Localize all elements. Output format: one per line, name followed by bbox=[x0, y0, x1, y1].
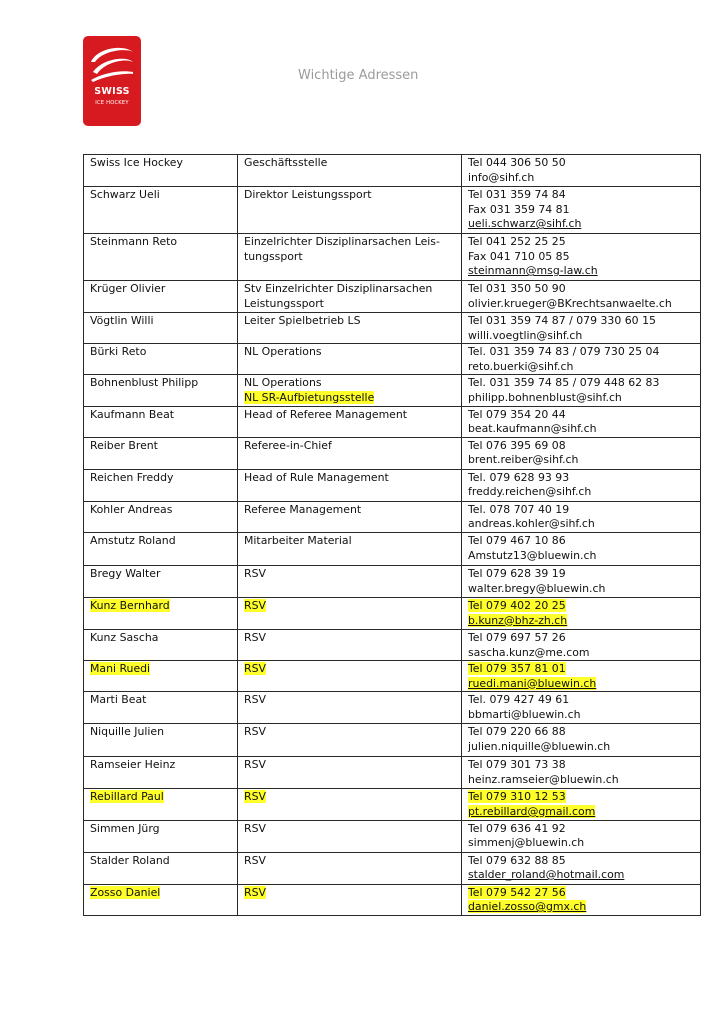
contact-cell bbox=[462, 437, 701, 469]
phone-number: Tel 079 220 66 88 bbox=[468, 725, 566, 739]
role-line: RSV bbox=[244, 598, 266, 612]
name-cell bbox=[84, 820, 238, 852]
name-cell bbox=[84, 437, 238, 469]
table-row bbox=[84, 344, 701, 375]
role-line: Stv Einzelrichter Disziplinarsachen bbox=[244, 282, 433, 295]
role-line: Geschäftsstelle bbox=[244, 156, 328, 169]
contact-name: Ramseier Heinz bbox=[90, 758, 176, 772]
contact-name: Kunz Sascha bbox=[90, 630, 159, 644]
phone-number: Tel 031 359 74 87 / 079 330 60 15 bbox=[468, 314, 656, 327]
role-cell bbox=[238, 469, 462, 501]
email-link[interactable]: reto.buerki@sihf.ch bbox=[468, 359, 574, 373]
table-row bbox=[84, 187, 701, 234]
role-line: RSV bbox=[244, 630, 266, 644]
email-link[interactable]: walter.bregy@bluewin.ch bbox=[468, 581, 606, 595]
role-line: RSV bbox=[244, 758, 266, 772]
phone-number: Tel 079 467 10 86 bbox=[468, 533, 566, 547]
contact-cell bbox=[462, 629, 701, 660]
role-cell bbox=[238, 313, 462, 344]
role-line: NL Operations bbox=[244, 345, 322, 359]
name-cell bbox=[84, 789, 238, 820]
email-link[interactable]: stalder_roland@hotmail.com bbox=[468, 868, 625, 882]
role-line: Head of Referee Management bbox=[244, 407, 408, 421]
role-line: RSV bbox=[244, 725, 266, 739]
role-line: RSV bbox=[244, 693, 266, 707]
contact-cell bbox=[462, 532, 701, 565]
table-row bbox=[84, 501, 701, 532]
phone-number: Tel 079 357 81 01 bbox=[468, 662, 566, 676]
table-row bbox=[84, 375, 701, 406]
role-line: NL SR-Aufbietungsstelle bbox=[244, 390, 375, 404]
email-link[interactable]: simmenj@bluewin.ch bbox=[468, 836, 585, 850]
email-link[interactable]: brent.reiber@sihf.ch bbox=[468, 453, 579, 467]
email-link[interactable]: freddy.reichen@sihf.ch bbox=[468, 485, 592, 499]
role-line: RSV bbox=[244, 885, 266, 899]
role-line: Head of Rule Management bbox=[244, 470, 389, 484]
email-link[interactable]: pt.rebillard@gmail.com bbox=[468, 804, 596, 818]
contact-cell bbox=[462, 375, 701, 406]
contact-cell bbox=[462, 884, 701, 915]
contact-cell bbox=[462, 757, 701, 789]
email-link[interactable]: beat.kaufmann@sihf.ch bbox=[468, 422, 597, 436]
phone-number: Tel 079 632 88 85 bbox=[468, 853, 566, 867]
role-cell bbox=[238, 852, 462, 884]
phone-number: Tel 079 636 41 92 bbox=[468, 821, 566, 835]
contact-name: Kohler Andreas bbox=[90, 502, 173, 516]
table-row bbox=[84, 469, 701, 501]
role-cell bbox=[238, 155, 462, 187]
phone-number: Tel. 078 707 40 19 bbox=[468, 502, 570, 516]
email-link[interactable]: daniel.zosso@gmx.ch bbox=[468, 900, 587, 914]
contact-name: Mani Ruedi bbox=[90, 662, 151, 676]
contact-cell bbox=[462, 724, 701, 757]
contact-cell bbox=[462, 852, 701, 884]
name-cell bbox=[84, 281, 238, 313]
table-row bbox=[84, 597, 701, 629]
phone-number: Tel. 031 359 74 83 / 079 730 25 04 bbox=[468, 345, 660, 359]
role-line: tungssport bbox=[244, 249, 303, 263]
name-cell bbox=[84, 344, 238, 375]
contact-name: Steinmann Reto bbox=[90, 235, 178, 248]
phone-number: Tel 079 301 73 38 bbox=[468, 758, 566, 772]
contact-cell bbox=[462, 789, 701, 820]
contact-cell bbox=[462, 187, 701, 234]
table-row bbox=[84, 884, 701, 915]
email-link[interactable]: olivier.krueger@BKrechtsanwaelte.ch bbox=[468, 296, 672, 310]
role-cell bbox=[238, 565, 462, 597]
page-title: Wichtige Adressen bbox=[298, 68, 419, 83]
email-link[interactable]: ruedi.mani@bluewin.ch bbox=[468, 676, 597, 690]
contact-name: Reichen Freddy bbox=[90, 470, 174, 484]
contact-cell bbox=[462, 281, 701, 313]
phone-number: Tel 031 359 74 84 bbox=[468, 188, 566, 201]
email-link[interactable]: steinmann@msg-law.ch bbox=[468, 264, 598, 278]
name-cell bbox=[84, 629, 238, 660]
contact-cell bbox=[462, 692, 701, 724]
role-cell bbox=[238, 532, 462, 565]
email-link[interactable]: bbmarti@bluewin.ch bbox=[468, 707, 581, 721]
phone-number: Tel 079 628 39 19 bbox=[468, 566, 566, 580]
swiss-ice-hockey-logo bbox=[83, 36, 141, 126]
contact-cell bbox=[462, 313, 701, 344]
role-cell bbox=[238, 234, 462, 281]
phone-number: Tel 079 542 27 56 bbox=[468, 885, 566, 899]
table-row bbox=[84, 406, 701, 437]
role-line: Referee-in-Chief bbox=[244, 438, 332, 452]
name-cell bbox=[84, 532, 238, 565]
address-table-body bbox=[84, 155, 701, 916]
email-link[interactable]: andreas.kohler@sihf.ch bbox=[468, 517, 595, 531]
role-cell bbox=[238, 820, 462, 852]
email-link[interactable]: ueli.schwarz@sihf.ch bbox=[468, 217, 582, 231]
role-line: Einzelrichter Disziplinarsachen Leis- bbox=[244, 235, 440, 248]
phone-number: Tel 079 697 57 26 bbox=[468, 630, 566, 644]
contact-name: Swiss Ice Hockey bbox=[90, 156, 183, 169]
table-row bbox=[84, 789, 701, 820]
table-row bbox=[84, 281, 701, 313]
contact-name: Zosso Daniel bbox=[90, 885, 161, 899]
name-cell bbox=[84, 234, 238, 281]
contact-name: Bohnenblust Philipp bbox=[90, 376, 199, 390]
contact-cell bbox=[462, 234, 701, 281]
phone-number: Fax 041 710 05 85 bbox=[468, 249, 570, 263]
role-cell bbox=[238, 789, 462, 820]
role-cell bbox=[238, 661, 462, 692]
name-cell bbox=[84, 406, 238, 437]
contact-name: Reiber Brent bbox=[90, 438, 158, 452]
role-line: Direktor Leistungssport bbox=[244, 188, 372, 201]
contact-cell bbox=[462, 344, 701, 375]
table-row bbox=[84, 661, 701, 692]
phone-number: Tel 031 350 50 90 bbox=[468, 282, 566, 295]
name-cell bbox=[84, 852, 238, 884]
phone-number: Fax 031 359 74 81 bbox=[468, 202, 570, 216]
role-cell bbox=[238, 757, 462, 789]
name-cell bbox=[84, 501, 238, 532]
name-cell bbox=[84, 469, 238, 501]
name-cell bbox=[84, 155, 238, 187]
logo-text-ice-hockey: ICE HOCKEY bbox=[95, 100, 129, 106]
role-cell bbox=[238, 692, 462, 724]
contact-cell bbox=[462, 469, 701, 501]
contact-cell bbox=[462, 597, 701, 629]
role-cell bbox=[238, 629, 462, 660]
name-cell bbox=[84, 661, 238, 692]
role-cell bbox=[238, 501, 462, 532]
phone-number: Tel 044 306 50 50 bbox=[468, 156, 566, 169]
table-row bbox=[84, 313, 701, 344]
role-cell bbox=[238, 884, 462, 915]
role-cell bbox=[238, 724, 462, 757]
phone-number: Tel 076 395 69 08 bbox=[468, 438, 566, 452]
name-cell bbox=[84, 565, 238, 597]
email-link[interactable]: b.kunz@bhz-zh.ch bbox=[468, 613, 568, 627]
contact-name: Bregy Walter bbox=[90, 566, 161, 580]
contact-name: Vögtlin Willi bbox=[90, 314, 154, 327]
role-line: RSV bbox=[244, 662, 266, 676]
table-row bbox=[84, 629, 701, 660]
table-row bbox=[84, 155, 701, 187]
name-cell bbox=[84, 187, 238, 234]
table-row bbox=[84, 234, 701, 281]
table-row bbox=[84, 692, 701, 724]
email-link[interactable]: julien.niquille@bluewin.ch bbox=[468, 739, 611, 753]
contact-name: Bürki Reto bbox=[90, 345, 147, 359]
address-table bbox=[83, 154, 701, 916]
role-cell bbox=[238, 406, 462, 437]
email-link[interactable]: philipp.bohnenblust@sihf.ch bbox=[468, 390, 622, 404]
contact-name: Simmen Jürg bbox=[90, 821, 160, 835]
contact-name: Marti Beat bbox=[90, 693, 147, 707]
role-line: RSV bbox=[244, 566, 266, 580]
contact-cell bbox=[462, 565, 701, 597]
table-row bbox=[84, 437, 701, 469]
email-link[interactable]: Amstutz13@bluewin.ch bbox=[468, 548, 597, 562]
name-cell bbox=[84, 757, 238, 789]
phone-number: Tel. 079 628 93 93 bbox=[468, 470, 570, 484]
role-cell bbox=[238, 344, 462, 375]
contact-cell bbox=[462, 501, 701, 532]
phone-number: Tel. 031 359 74 85 / 079 448 62 83 bbox=[468, 376, 660, 390]
name-cell bbox=[84, 884, 238, 915]
email-link[interactable]: heinz.ramseier@bluewin.ch bbox=[468, 772, 619, 786]
role-line: RSV bbox=[244, 853, 266, 867]
contact-name: Kaufmann Beat bbox=[90, 407, 175, 421]
role-cell bbox=[238, 187, 462, 234]
phone-number: Tel 041 252 25 25 bbox=[468, 235, 566, 248]
role-line: Mitarbeiter Material bbox=[244, 533, 352, 547]
role-cell bbox=[238, 375, 462, 406]
table-row bbox=[84, 532, 701, 565]
phone-number: Tel 079 402 20 25 bbox=[468, 598, 566, 612]
logo-swoosh-icon bbox=[83, 36, 141, 126]
email-link[interactable]: willi.voegtlin@sihf.ch bbox=[468, 328, 583, 342]
name-cell bbox=[84, 597, 238, 629]
table-row bbox=[84, 820, 701, 852]
email-link[interactable]: sascha.kunz@me.com bbox=[468, 645, 590, 659]
table-row bbox=[84, 757, 701, 789]
contact-name: Stalder Roland bbox=[90, 853, 170, 867]
phone-number: Tel 079 354 20 44 bbox=[468, 407, 566, 421]
name-cell bbox=[84, 313, 238, 344]
role-line: Leiter Spielbetrieb LS bbox=[244, 314, 361, 327]
phone-number: Tel 079 310 12 53 bbox=[468, 790, 566, 804]
contact-name: Kunz Bernhard bbox=[90, 598, 170, 612]
contact-cell bbox=[462, 155, 701, 187]
contact-name: Niquille Julien bbox=[90, 725, 164, 739]
logo-text-swiss: SWISS bbox=[94, 86, 130, 97]
name-cell bbox=[84, 692, 238, 724]
role-line: Leistungssport bbox=[244, 296, 324, 310]
table-row bbox=[84, 724, 701, 757]
contact-cell bbox=[462, 406, 701, 437]
role-line: RSV bbox=[244, 821, 266, 835]
table-row bbox=[84, 565, 701, 597]
role-cell bbox=[238, 281, 462, 313]
contact-cell bbox=[462, 661, 701, 692]
phone-number: Tel. 079 427 49 61 bbox=[468, 693, 570, 707]
contact-cell bbox=[462, 820, 701, 852]
table-row bbox=[84, 852, 701, 884]
role-cell bbox=[238, 597, 462, 629]
contact-name: Amstutz Roland bbox=[90, 533, 176, 547]
role-line: NL Operations bbox=[244, 376, 322, 390]
role-cell bbox=[238, 437, 462, 469]
role-line: RSV bbox=[244, 790, 266, 804]
role-line: Referee Management bbox=[244, 502, 362, 516]
name-cell bbox=[84, 724, 238, 757]
contact-name: Rebillard Paul bbox=[90, 790, 164, 804]
name-cell bbox=[84, 375, 238, 406]
contact-name: Krüger Olivier bbox=[90, 282, 166, 295]
contact-name: Schwarz Ueli bbox=[90, 188, 160, 201]
email-link[interactable]: info@sihf.ch bbox=[468, 170, 535, 184]
